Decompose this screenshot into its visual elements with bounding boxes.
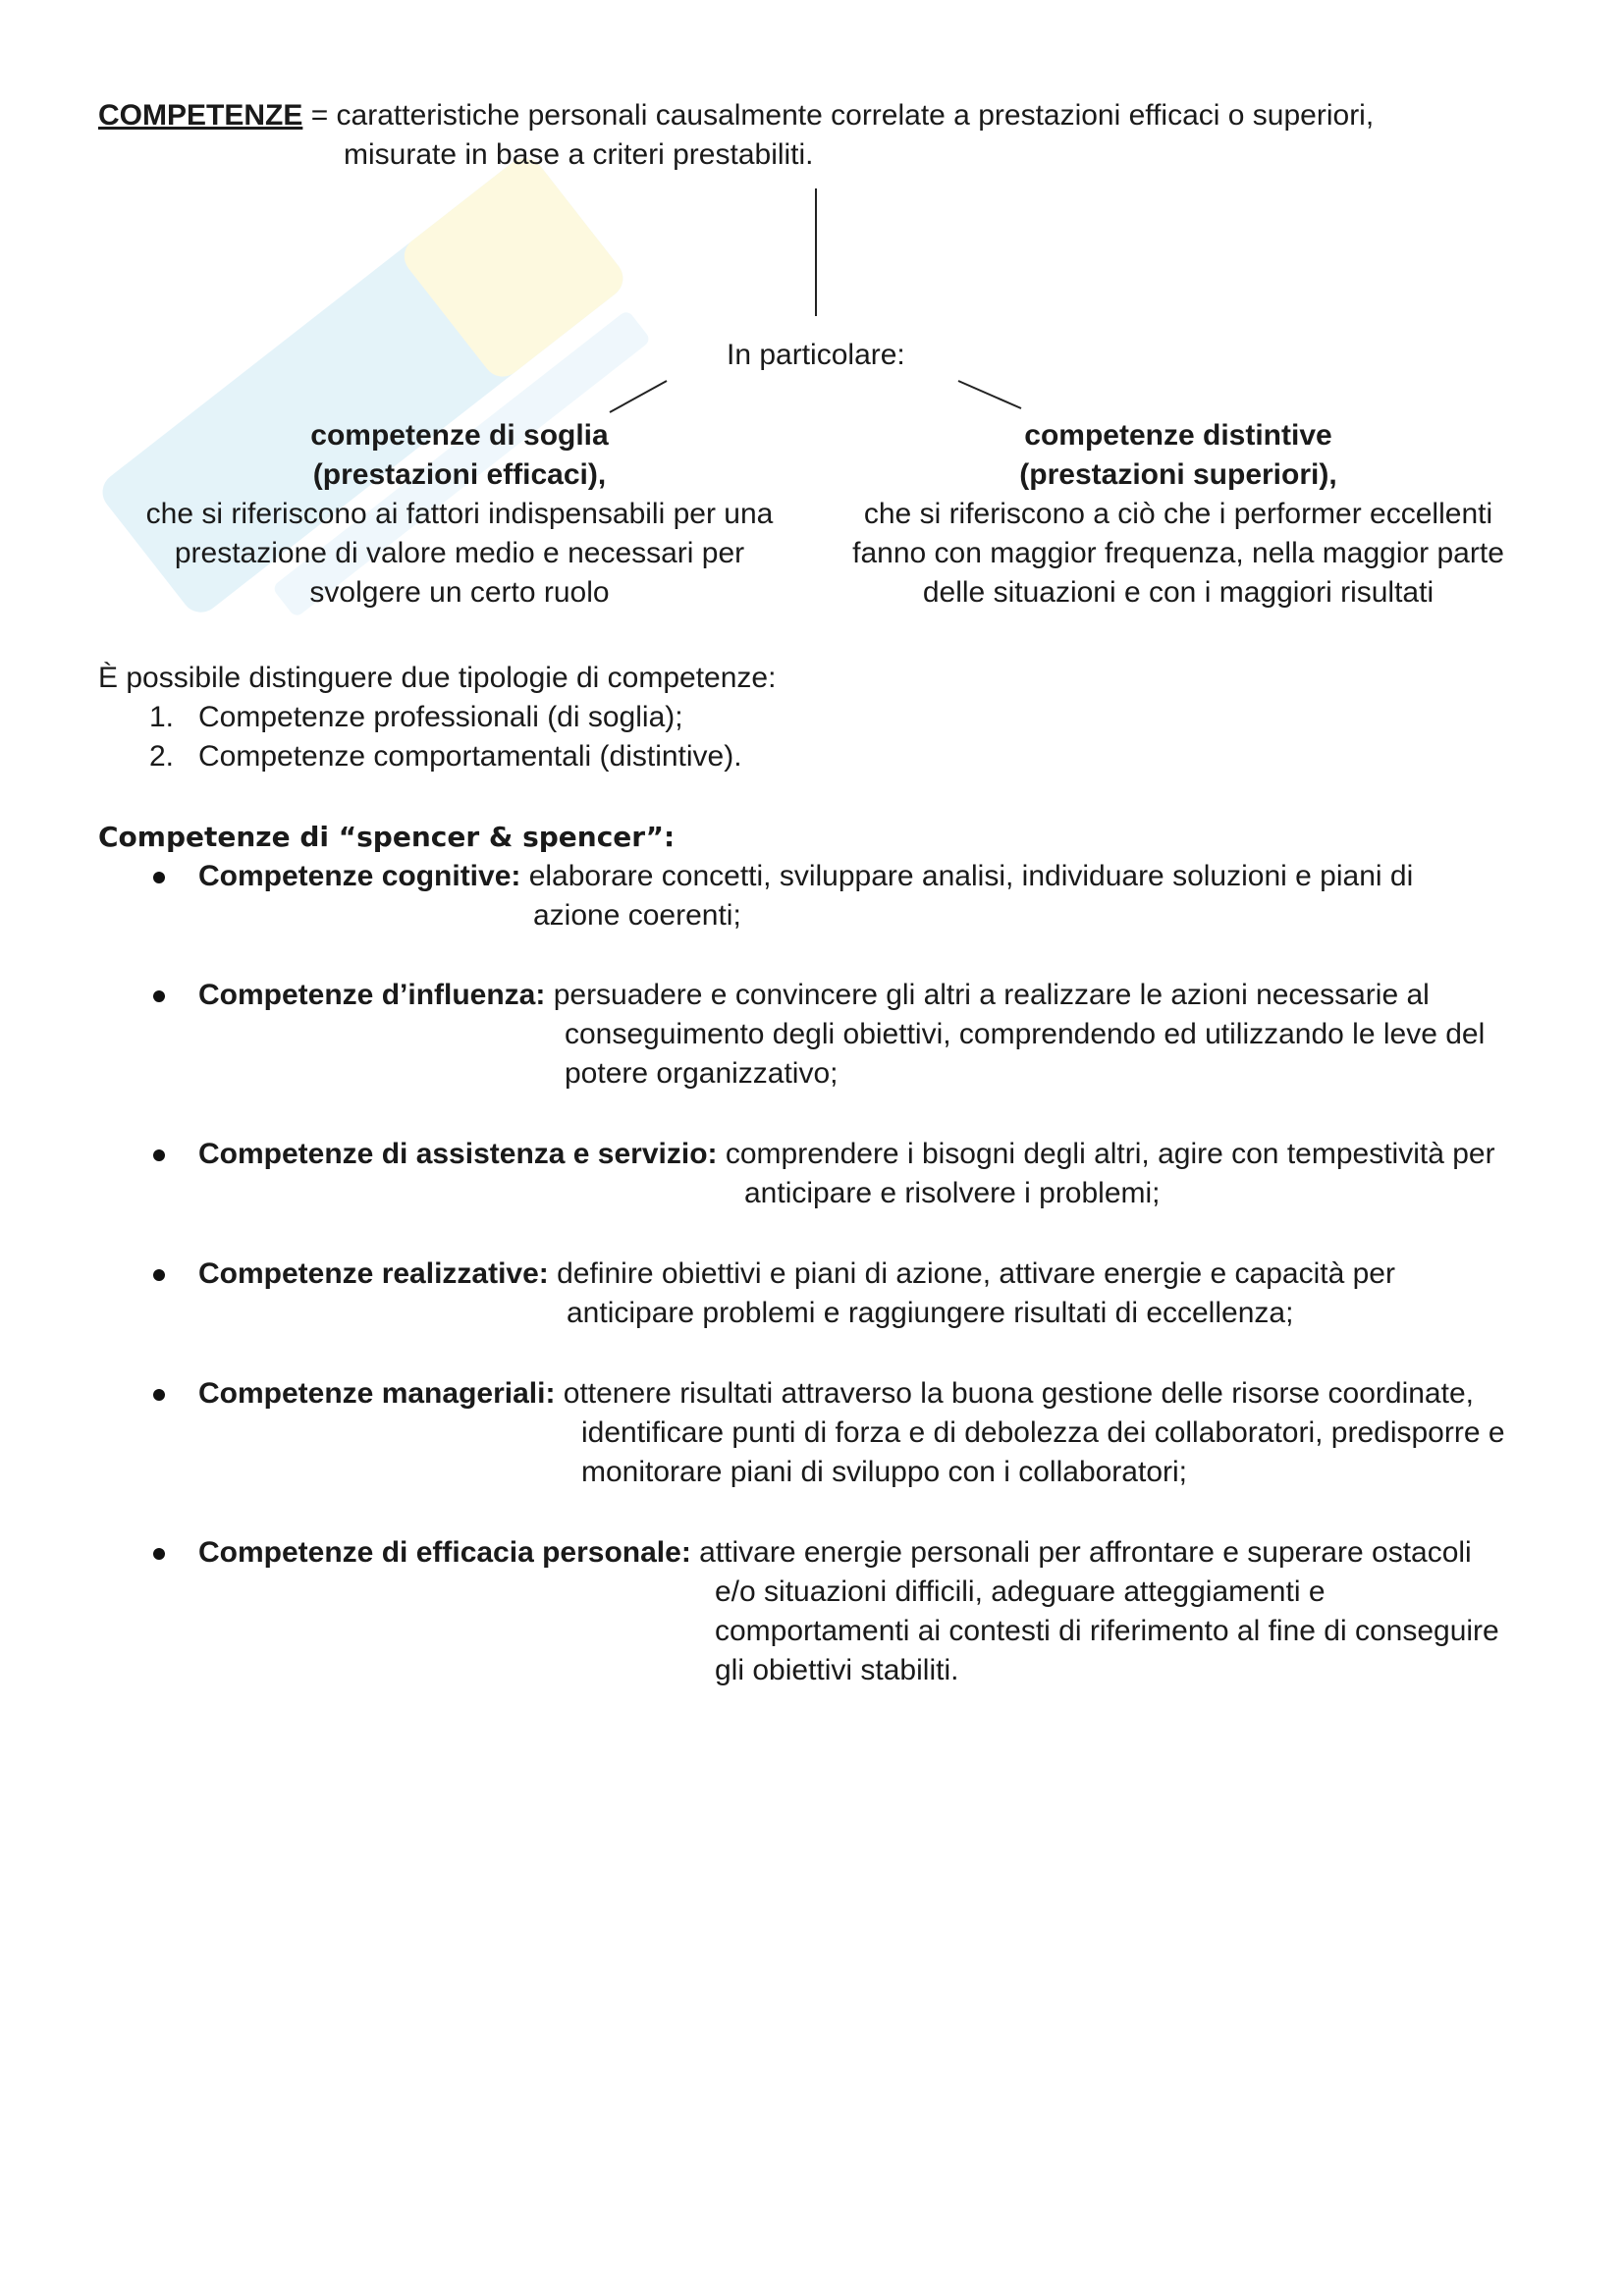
definition-line-2: misurate in base a criteri prestabiliti. (344, 138, 814, 171)
spencer-item-line: potere organizzativo; (565, 1057, 839, 1090)
spencer-item-label: Competenze manageriali: (198, 1377, 556, 1410)
types-item-number: 1. (149, 701, 175, 733)
spencer-item-cognitive (198, 857, 1414, 932)
right-branch-line (952, 373, 1031, 417)
soglia-subtitle: (prestazioni efficaci), (312, 458, 607, 491)
spencer-item-line: conseguimento degli obiettivi, comprendendo ed utilizzando le leve del (565, 1018, 1486, 1050)
bullet-icon (153, 990, 165, 1002)
types-item-number: 2. (149, 740, 175, 773)
spencer-item-line: definire obiettivi e piani di azione, attivare energie e capacità per (548, 1257, 1395, 1290)
spencer-title: Competenze di “spencer & spencer”: (98, 821, 676, 853)
definition-line-1 (98, 96, 1374, 135)
types-list (98, 698, 742, 776)
left-branch-line (604, 373, 682, 417)
soglia-desc-line: che si riferiscono ai fattori indispensabili per una (145, 498, 774, 530)
bullet-icon (153, 1548, 165, 1560)
distintive-desc-line: che si riferiscono a ciò che i performer eccellenti (863, 498, 1493, 530)
distintive-box (835, 416, 1522, 613)
spencer-item-label: Competenze cognitive: (198, 860, 521, 892)
spencer-item-label: Competenze di assistenza e servizio: (198, 1138, 718, 1170)
types-list-item (98, 737, 742, 776)
definition-term: COMPETENZE (98, 99, 303, 132)
spencer-item-assistenza (198, 1135, 1495, 1209)
spencer-item-efficacia (198, 1533, 1499, 1686)
spencer-item-line: elaborare concetti, sviluppare analisi, individuare soluzioni e piani di (520, 860, 1414, 892)
spencer-item-label: Competenze realizzative: (198, 1257, 549, 1290)
spencer-item-manageriali (198, 1374, 1505, 1488)
spencer-item-influenza (198, 976, 1486, 1090)
spencer-item-line: monitorare piani di sviluppo con i collaboratori; (581, 1456, 1187, 1488)
bullet-icon (153, 872, 165, 883)
spencer-item-line: azione coerenti; (533, 899, 741, 932)
spencer-item-line: anticipare problemi e raggiungere risultati di eccellenza; (567, 1297, 1294, 1329)
types-item-text: Competenze comportamentali (distintive). (198, 740, 742, 773)
soglia-desc-line: prestazione di valore medio e necessari per (174, 537, 745, 569)
spencer-item-line: ottenere risultati attraverso la buona gestione delle risorse coordinate, (555, 1377, 1474, 1410)
spencer-item-label: Competenze di efficacia personale: (198, 1536, 691, 1569)
types-item-text: Competenze professionali (di soglia); (198, 701, 683, 733)
bullet-icon (153, 1269, 165, 1281)
soglia-desc-line: svolgere un certo ruolo (309, 576, 610, 609)
distintive-desc-line: fanno con maggior frequenza, nella maggior parte (852, 537, 1504, 569)
vertical-connector (815, 188, 817, 316)
types-intro: È possibile distinguere due tipologie di competenze: (98, 662, 777, 694)
spencer-item-line: comportamenti ai contesti di riferimento al fine di conseguire (715, 1615, 1499, 1647)
distintive-subtitle: (prestazioni superiori), (1019, 458, 1337, 491)
spencer-item-line: attivare energie personali per affrontare e superare ostacoli (690, 1536, 1472, 1569)
spencer-item-line: anticipare e risolvere i problemi; (744, 1177, 1161, 1209)
spencer-item-line: comprendere i bisogni degli altri, agire con tempestività per (717, 1138, 1495, 1170)
types-list-item (98, 698, 742, 737)
bullet-icon (153, 1389, 165, 1401)
distintive-desc-line: delle situazioni e con i maggiori risultati (922, 576, 1435, 609)
soglia-box (126, 416, 793, 613)
definition-text: = caratteristiche personali causalmente correlate a prestazioni efficaci o superiori, (302, 99, 1375, 132)
branch-label: In particolare: (727, 339, 905, 371)
spencer-item-line: identificare punti di forza e di debolezza dei collaboratori, predisporre e (581, 1416, 1505, 1449)
spencer-item-realizzative (198, 1255, 1395, 1329)
bullet-icon (153, 1149, 165, 1161)
spencer-item-line: persuadere e convincere gli altri a realizzare le azioni necessarie al (545, 979, 1430, 1011)
distintive-title: competenze distintive (1024, 419, 1332, 452)
spencer-item-label: Competenze d’influenza: (198, 979, 546, 1011)
spencer-item-line: gli obiettivi stabiliti. (715, 1654, 959, 1686)
soglia-title: competenze di soglia (310, 419, 609, 452)
spencer-item-line: e/o situazioni difficili, adeguare atteggiamenti e (715, 1575, 1326, 1608)
